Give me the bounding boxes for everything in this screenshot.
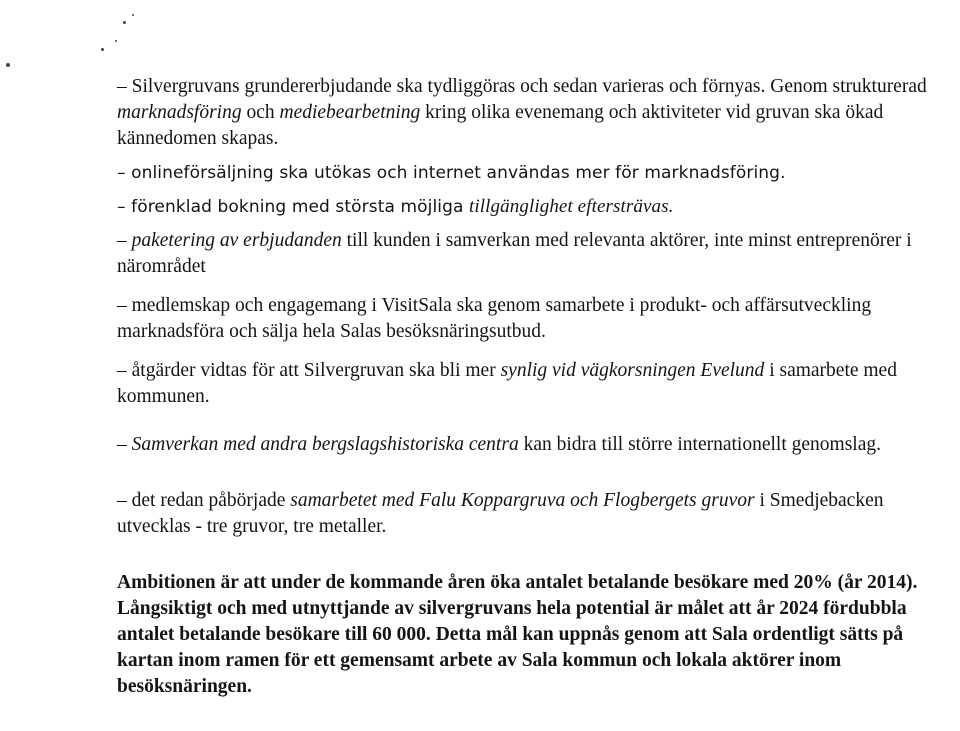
scan-speck (123, 21, 126, 24)
paragraph-bokning (117, 194, 955, 220)
paragraph-grunderbjudande (117, 74, 955, 152)
scan-speck (101, 48, 104, 51)
text-run: kring olika evenemang och aktiviteter vid gruvan ska ökad kännedomen skapas. (117, 102, 884, 149)
text-run: – (117, 230, 132, 251)
text-run-italic: mediebearbetning (279, 102, 421, 123)
document-body (117, 74, 955, 700)
text-run: – förenklad bokning med största möjliga (117, 197, 470, 217)
paragraph-ambitionen (117, 570, 955, 596)
text-run-italic: tillgänglighet eftersträvas. (469, 196, 674, 217)
paragraph-visitsala (117, 293, 955, 345)
paragraph-paketering (117, 228, 955, 280)
text-run-bold: Ambitionen är att under de kommande åren öka antalet betalande besökare med 20% (år 2014). (117, 572, 918, 593)
text-run: i Smedjebacken utvecklas - tre gruvor, tre metaller. (117, 490, 884, 537)
text-run: – onlineförsäljning ska utökas och internet användas mer för marknadsföring. (117, 163, 786, 183)
paragraph-langsiktigt (117, 596, 955, 700)
text-run-bold: Långsiktigt och med utnyttjande av silvergruvans hela potential är målet att år 2024 fördubbla antalet betalande besökare till 60 000. (117, 598, 907, 645)
paragraph-tre-gruvor (117, 488, 955, 540)
text-run: – det redan påbörjade (117, 490, 291, 511)
text-run: i samarbete med kommunen. (117, 360, 897, 407)
text-run: kan bidra till större internationellt genomslag. (518, 434, 881, 455)
scan-speck (132, 14, 134, 16)
paragraph-samverkan (117, 432, 955, 458)
paragraph-vagkorsningen (117, 358, 955, 410)
text-run: – åtgärder vidtas för att Silvergruvan ska bli mer (117, 360, 501, 381)
text-run: till kunden i samverkan med relevanta aktörer, inte minst entreprenörer i närområdet (117, 230, 912, 277)
text-run-bold: Detta mål kan uppnås genom att Sala ordentligt sätts på kartan inom ramen för ett gemensamt arbete av Sala kommun och lokala aktörer inom besöksnäringen. (117, 624, 904, 697)
text-run: och (241, 102, 280, 123)
text-run-italic: paketering av erbjudanden (131, 230, 342, 251)
text-run-italic: samarbetet med Falu Koppargruva och Flogbergets gruvor (290, 490, 755, 511)
scan-speck (6, 63, 10, 67)
paragraph-onlineforsaljning (117, 160, 955, 186)
text-run-italic: synlig vid vägkorsningen Evelund (500, 360, 765, 381)
text-run-italic: Samverkan med andra bergslagshistoriska centra (131, 434, 519, 455)
text-run: – (117, 434, 132, 455)
text-run: – medlemskap och engagemang i VisitSala ska genom samarbete i produkt- och affärsutveckling marknadsföra och sälja hela Salas besöksnäringsutbud. (117, 295, 872, 342)
text-run: – Silvergruvans grundererbjudande ska tydliggöras och sedan varieras och förnyas. Genom strukturerad (117, 76, 927, 97)
scan-speck (115, 40, 117, 42)
text-run-italic: marknadsföring (117, 102, 242, 123)
